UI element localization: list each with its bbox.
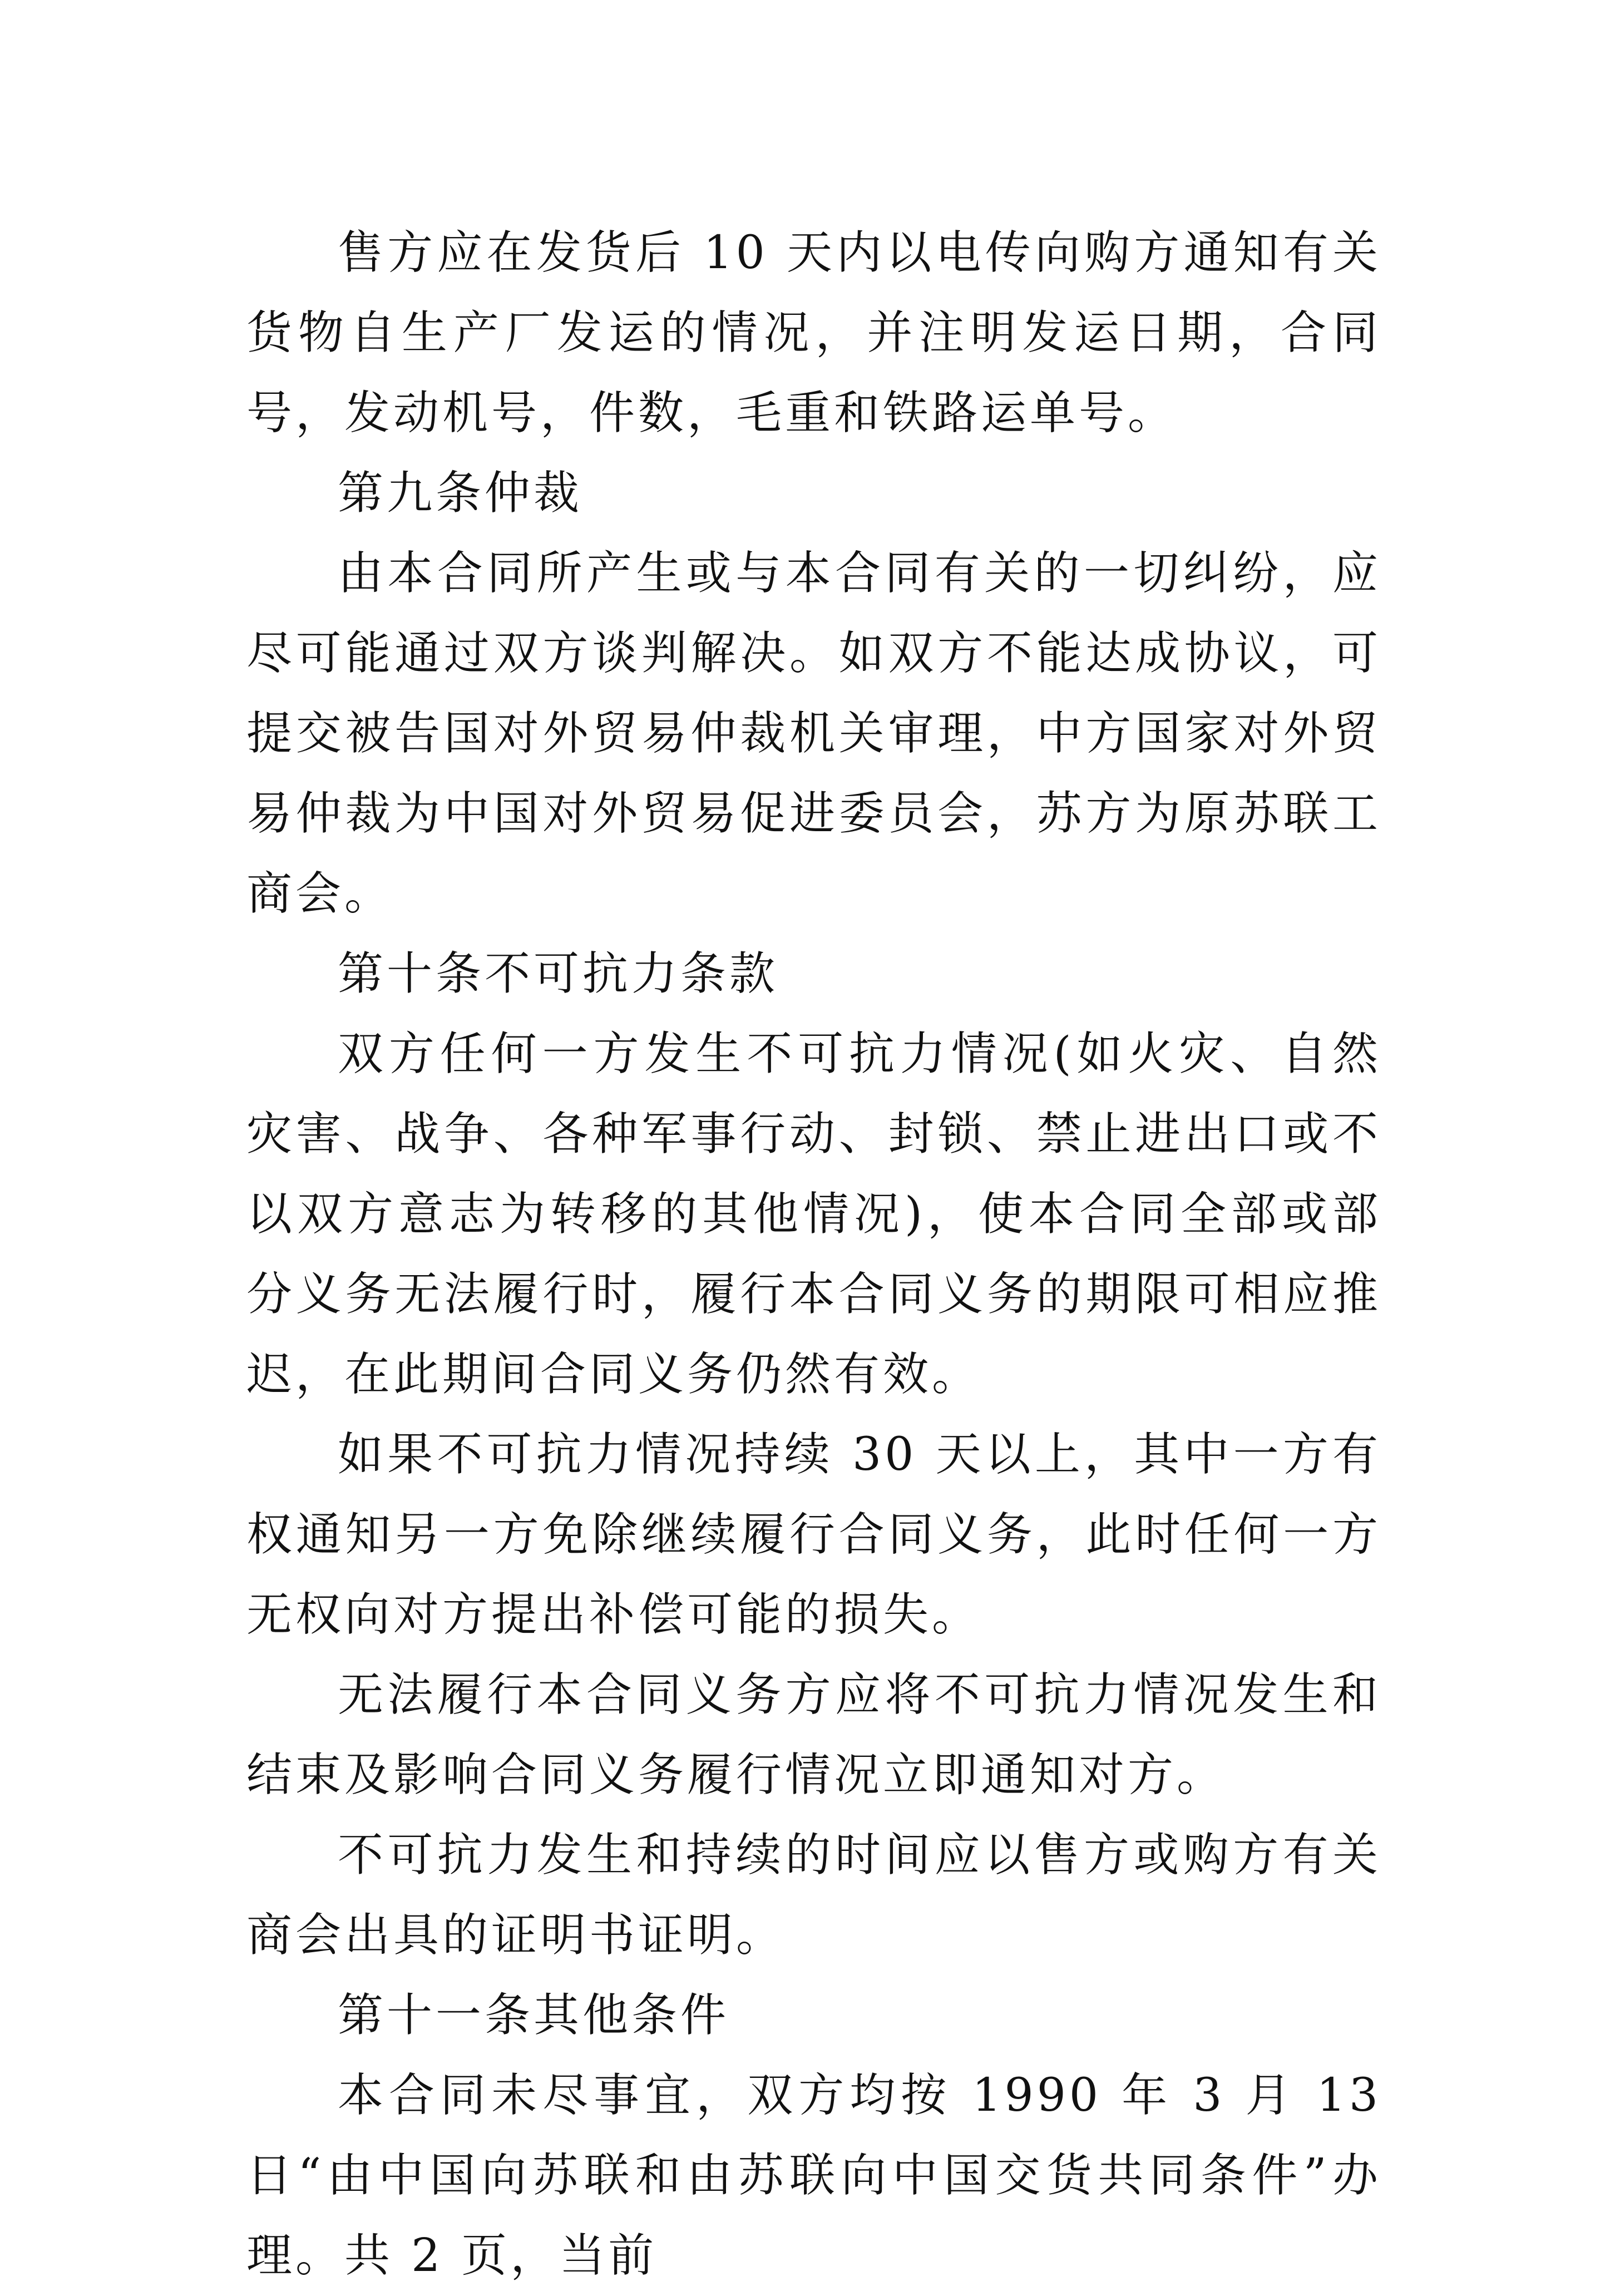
- document-body: [246, 213, 1381, 2296]
- paragraph-force-majeure-definition: 双方任何一方发生不可抗力情况(如火灾、自然灾害、战争、各种军事行动、封锁、禁止进出口或不以双方意志为转移的其他情况)，使本合同全部或部分义务无法履行时，履行本合同义务的期限可相应推迟，在此期间合同义务仍然有效。: [246, 1028, 1381, 1401]
- paragraph-force-majeure-notice: 无法履行本合同义务方应将不可抗力情况发生和结束及影响合同义务履行情况立即通知对方。: [246, 1668, 1381, 1801]
- heading-article-9-arbitration: 第九条仲裁: [338, 467, 583, 520]
- paragraph-force-majeure-30-days: 如果不可抗力情况持续 30 天以上，其中一方有权通知另一方免除继续履行合同义务，此时任何一方无权向对方提出补偿可能的损失。: [246, 1428, 1381, 1641]
- paragraph-other-terms: 本合同未尽事宜，双方均按 1990 年 3 月 13 日“由中国向苏联和由苏联向中国交货共同条件”办理。共 2 页，当前: [246, 2069, 1381, 2282]
- paragraph-shipping-notice: 售方应在发货后 10 天内以电传向购方通知有关货物自生产厂发运的情况，并注明发运日期，合同号，发动机号，件数，毛重和铁路运单号。: [246, 226, 1381, 440]
- heading-article-10-force-majeure: 第十条不可抗力条款: [338, 947, 779, 1000]
- heading-article-11-other-terms: 第十一条其他条件: [338, 1989, 730, 2042]
- paragraph-arbitration: 由本合同所产生或与本合同有关的一切纠纷，应尽可能通过双方谈判解决。如双方不能达成协议，可提交被告国对外贸易仲裁机关审理，中方国家对外贸易仲裁为中国对外贸易促进委员会，苏方为原苏联工商会。: [246, 547, 1381, 920]
- paragraph-force-majeure-certificate: 不可抗力发生和持续的时间应以售方或购方有关商会出具的证明书证明。: [246, 1829, 1381, 1962]
